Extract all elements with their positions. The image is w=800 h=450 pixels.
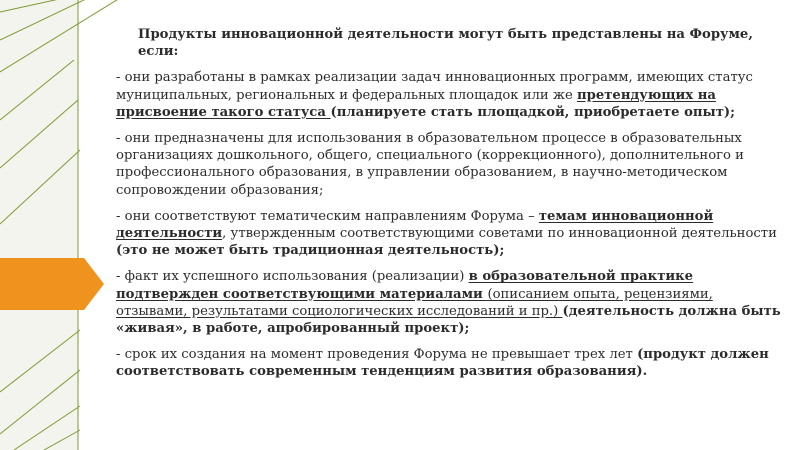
slide-content	[116, 26, 784, 390]
paragraph-programs-note: (планируете стать площадкой, приобретаете опыт);	[330, 104, 736, 120]
paragraph-term	[116, 346, 784, 380]
paragraph-themes	[116, 208, 784, 260]
paragraph-purpose-text: - они предназначены для использования в образовательном процессе в образовательных организациях дошкольного, общего, специального (коррекционного), дополнительного и профессионального образования, в управлении образованием, в научно-методическом сопровождении образования;	[116, 131, 744, 198]
paragraph-practice-emphasis: в образовательной практике подтвержден соответствующими материалами	[116, 269, 694, 302]
paragraph-themes-text-2: , утвержденным соответствующими советами по инновационной деятельности	[222, 226, 777, 242]
paragraph-themes-emphasis: темам инновационной деятельности	[116, 208, 714, 242]
paragraph-programs-text: - они разработаны в рамках реализации задач инновационных программ, имеющих статус муниципальных, региональных и федеральных площадок или же	[116, 70, 753, 103]
paragraph-purpose	[116, 130, 784, 199]
paragraph-term-note: (продукт должен соответствовать современным тенденциям развития образования).	[116, 347, 769, 380]
green-ribbon-lines	[0, 0, 120, 450]
paragraph-practice-note: (деятельность должна быть «живая», в работе, апробированный проект);	[116, 303, 781, 337]
slide-title: Продукты инновационной деятельности могут быть представлены на Форуме, если:	[138, 27, 753, 60]
paragraph-practice-text: - факт их успешного использования (реализации)	[116, 269, 469, 285]
paragraph-programs-emphasis: претендующих на присвоение такого статуса	[116, 87, 716, 120]
paragraph-themes-text: - они соответствуют тематическим направлениям Форума –	[116, 208, 539, 224]
paragraph-programs	[116, 69, 784, 121]
paragraph-practice	[116, 268, 784, 337]
paragraph-term-text: - срок их создания на момент проведения Форума не превышает трех лет	[116, 347, 638, 363]
paragraph-themes-note: (это не может быть традиционная деятельность);	[116, 243, 505, 259]
orange-arrow-shape	[0, 258, 104, 310]
paragraph-practice-text-2: (описанием опыта, рецензиями, отзывами, результатами социологических исследований и пр.)	[116, 286, 713, 319]
